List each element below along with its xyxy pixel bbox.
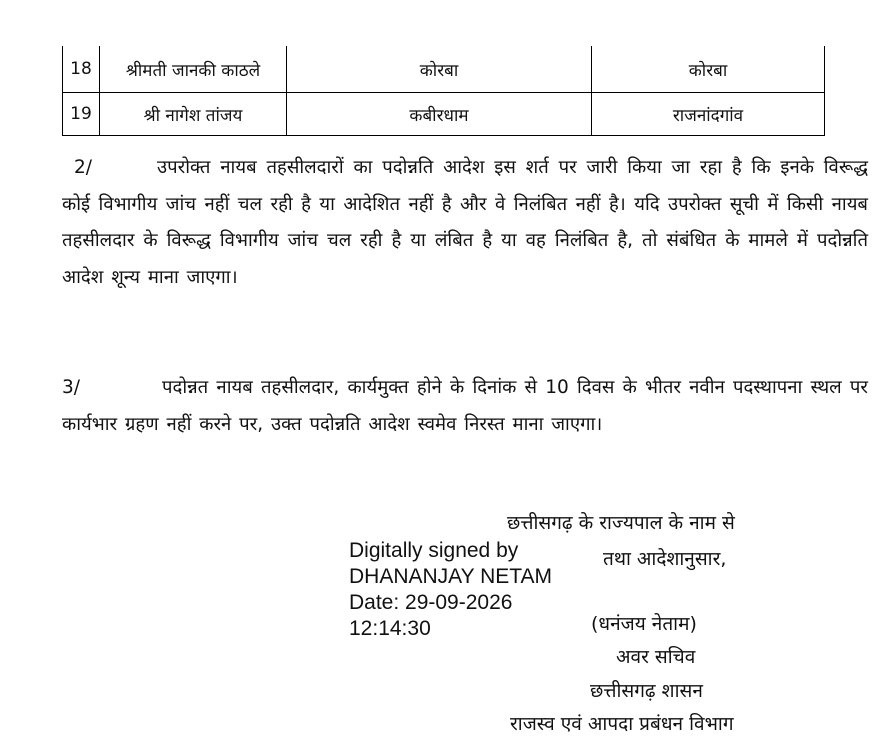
current-district: कोरबा [287, 46, 592, 93]
signer-name: DHANANJAY NETAM [349, 565, 553, 588]
paragraph-2 [62, 150, 868, 296]
paragraph-text: उपरोक्त नायब तहसीलदारों का पदोन्नति आदेश इस शर्त पर जारी किया जा रहा है कि इनके विरूद्ध कोई विभागीय जांच नहीं चल रही है या आदेशित नहीं है और वे निलंबित नहीं है। यदि उपरोक्त सूची में किसी नायब तहसीलदार के विरूद्ध विभागीय जांच चल रही है या लंबित है या वह निलंबित है, तो संबंधित के मामले में पदोन्नति आदेश शून्य माना जाएगा। [62, 157, 868, 288]
paragraph-3 [62, 370, 868, 443]
serial-number: 19 [63, 93, 100, 136]
signatory-name: (धनंजय नेताम) [591, 613, 697, 635]
serial-number: 18 [63, 46, 100, 93]
signature-date: Date: 29-09-2026 [349, 591, 513, 614]
signatory-designation: अवर सचिव [616, 646, 696, 668]
paragraph-number: 3/ [62, 377, 81, 398]
department-name: राजस्व एवं आपदा प्रबंधन विभाग [510, 713, 734, 735]
current-district: कबीरधाम [287, 93, 592, 136]
paragraph-number: 2/ [74, 157, 93, 178]
posted-district: राजनांदगांव [592, 93, 825, 136]
table-row [63, 46, 825, 93]
officer-name: श्रीमती जानकी काठले [100, 46, 287, 93]
officer-name: श्री नागेश तांजय [100, 93, 287, 136]
officer-transfer-table [62, 46, 825, 136]
signature-time: 12:14:30 [349, 617, 431, 640]
digital-signature-stamp [349, 538, 552, 642]
digital-signature-line: Digitally signed by [349, 539, 519, 562]
order-authority-line: तथा आदेशानुसार, [603, 548, 727, 570]
paragraph-text: पदोन्नत नायब तहसीलदार, कार्यमुक्त होने के दिनांक से 10 दिवस के भीतर नवीन पदस्थापना स्थल पर कार्यभार ग्रहण नहीं करने पर, उक्त पदोन्नति आदेश स्वमेव निरस्त माना जाएगा। [62, 377, 868, 435]
order-authority-line: छत्तीसगढ़ के राज्यपाल के नाम से [507, 512, 735, 534]
government-name: छत्तीसगढ़ शासन [590, 680, 703, 702]
table-row [63, 93, 825, 136]
posted-district: कोरबा [592, 46, 825, 93]
